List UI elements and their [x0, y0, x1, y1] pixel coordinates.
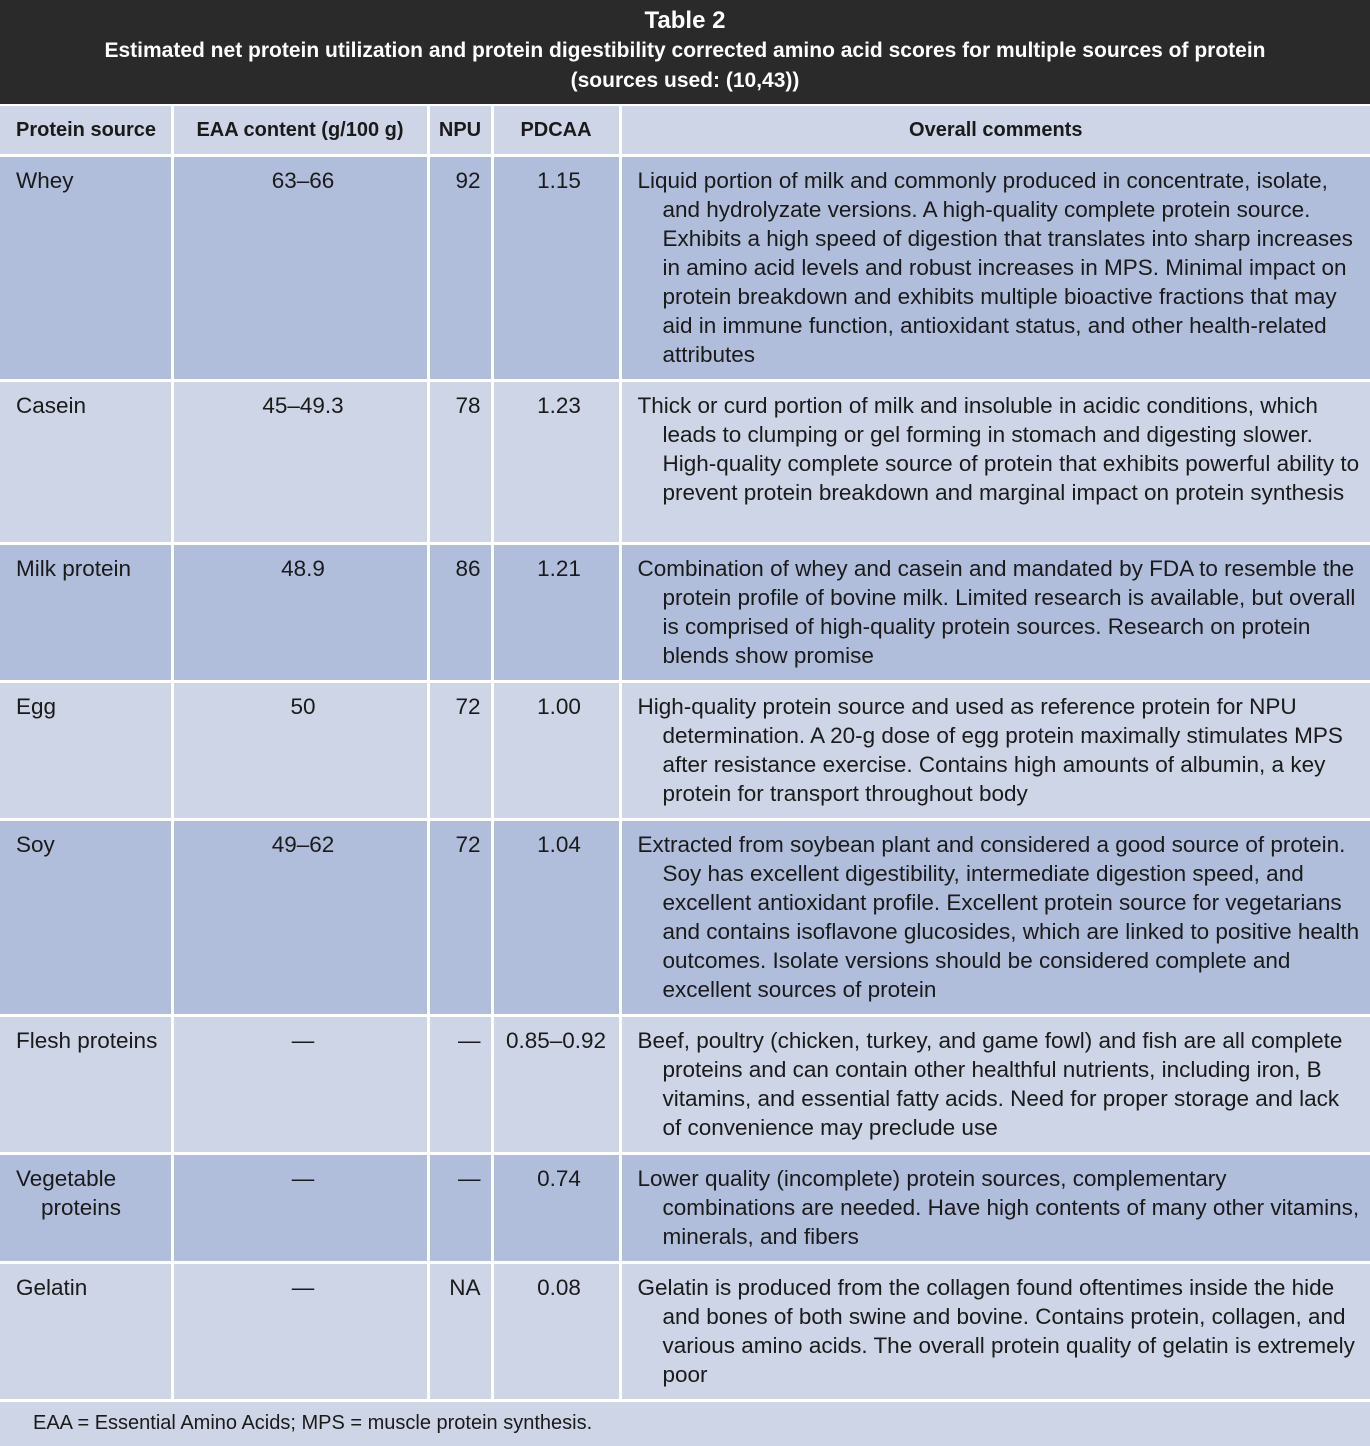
cell-pdcaa: 1.15	[492, 155, 620, 380]
table-footnote: EAA = Essential Amino Acids; MPS = muscle protein synthesis.	[0, 1402, 1370, 1446]
cell-npu: —	[428, 1153, 492, 1262]
cell-pdcaa: 0.74	[492, 1153, 620, 1262]
cell-source: Vegetable proteins	[0, 1153, 172, 1262]
cell-eaa: 48.9	[172, 543, 428, 681]
cell-source: Casein	[0, 380, 172, 543]
table-row	[0, 1262, 1370, 1400]
cell-pdcaa: 0.08	[492, 1262, 620, 1400]
header-eaa-content: EAA content (g/100 g)	[172, 106, 428, 155]
header-overall-comments: Overall comments	[620, 106, 1370, 155]
table-caption	[0, 0, 1370, 106]
table-title: Table 2	[644, 7, 726, 34]
cell-pdcaa: 1.04	[492, 819, 620, 1015]
cell-eaa: 45–49.3	[172, 380, 428, 543]
cell-comment: Gelatin is produced from the collagen found oftentimes inside the hide and bones of both swine and bovine. Contains protein, collagen, and various amino acids. The overall protein quality of gelatin is extremely poor	[620, 1262, 1370, 1400]
cell-source: Egg	[0, 681, 172, 819]
table-row	[0, 681, 1370, 819]
cell-npu: —	[428, 1015, 492, 1153]
table-row	[0, 1153, 1370, 1262]
table-row	[0, 380, 1370, 543]
cell-eaa: —	[172, 1015, 428, 1153]
cell-pdcaa: 0.85–0.92	[492, 1015, 620, 1153]
table-row	[0, 1015, 1370, 1153]
cell-eaa: 63–66	[172, 155, 428, 380]
cell-source: Milk protein	[0, 543, 172, 681]
cell-eaa: 49–62	[172, 819, 428, 1015]
cell-eaa: —	[172, 1153, 428, 1262]
cell-npu: 72	[428, 819, 492, 1015]
protein-table	[0, 106, 1370, 1402]
cell-comment: Thick or curd portion of milk and insoluble in acidic conditions, which leads to clumping or gel forming in stomach and digesting slower. High-quality complete source of protein that exhibits powerful ability to prevent protein breakdown and marginal impact on protein synthesis	[620, 380, 1370, 543]
table-subtitle: Estimated net protein utilization and protein digestibility corrected amino acid scores for multiple sources of protein	[104, 39, 1266, 62]
table-row	[0, 155, 1370, 380]
cell-pdcaa: 1.00	[492, 681, 620, 819]
cell-source: Whey	[0, 155, 172, 380]
header-protein-source: Protein source	[0, 106, 172, 155]
cell-comment: High-quality protein source and used as reference protein for NPU determination. A 20-g dose of egg protein maximally stimulates MPS after resistance exercise. Contains high amounts of albumin, a key protein for transport throughout body	[620, 681, 1370, 819]
cell-npu: 72	[428, 681, 492, 819]
cell-pdcaa: 1.21	[492, 543, 620, 681]
cell-comment: Beef, poultry (chicken, turkey, and game fowl) and fish are all complete proteins and can contain other healthful nutrients, including iron, B vitamins, and essential fatty acids. Need for proper storage and lack of convenience may preclude use	[620, 1015, 1370, 1153]
cell-eaa: 50	[172, 681, 428, 819]
cell-npu: NA	[428, 1262, 492, 1400]
table-row	[0, 543, 1370, 681]
cell-source: Flesh proteins	[0, 1015, 172, 1153]
cell-comment: Combination of whey and casein and mandated by FDA to resemble the protein profile of bovine milk. Limited research is available, but overall is comprised of high-quality protein sources. Research on protein blends show promise	[620, 543, 1370, 681]
cell-npu: 78	[428, 380, 492, 543]
cell-pdcaa: 1.23	[492, 380, 620, 543]
cell-npu: 86	[428, 543, 492, 681]
cell-source: Gelatin	[0, 1262, 172, 1400]
cell-eaa: —	[172, 1262, 428, 1400]
cell-comment: Liquid portion of milk and commonly produced in concentrate, isolate, and hydrolyzate versions. A high-quality complete protein source. Exhibits a high speed of digestion that translates into sharp increases in amino acid levels and robust increases in MPS. Minimal impact on protein breakdown and exhibits multiple bioactive fractions that may aid in immune function, antioxidant status, and other health-related attributes	[620, 155, 1370, 380]
cell-comment: Extracted from soybean plant and considered a good source of protein. Soy has excellent digestibility, intermediate digestion speed, and excellent antioxidant profile. Excellent protein source for vegetarians and contains isoflavone glucosides, which are linked to positive health outcomes. Isolate versions should be considered complete and excellent sources of protein	[620, 819, 1370, 1015]
table-sources: (sources used: (10,43))	[570, 69, 800, 92]
table-row	[0, 819, 1370, 1015]
cell-source: Soy	[0, 819, 172, 1015]
cell-npu: 92	[428, 155, 492, 380]
cell-comment: Lower quality (incomplete) protein sources, complementary combinations are needed. Have high contents of many other vitamins, minerals, and fibers	[620, 1153, 1370, 1262]
header-pdcaa: PDCAA	[492, 106, 620, 155]
header-row	[0, 106, 1370, 155]
header-npu: NPU	[428, 106, 492, 155]
